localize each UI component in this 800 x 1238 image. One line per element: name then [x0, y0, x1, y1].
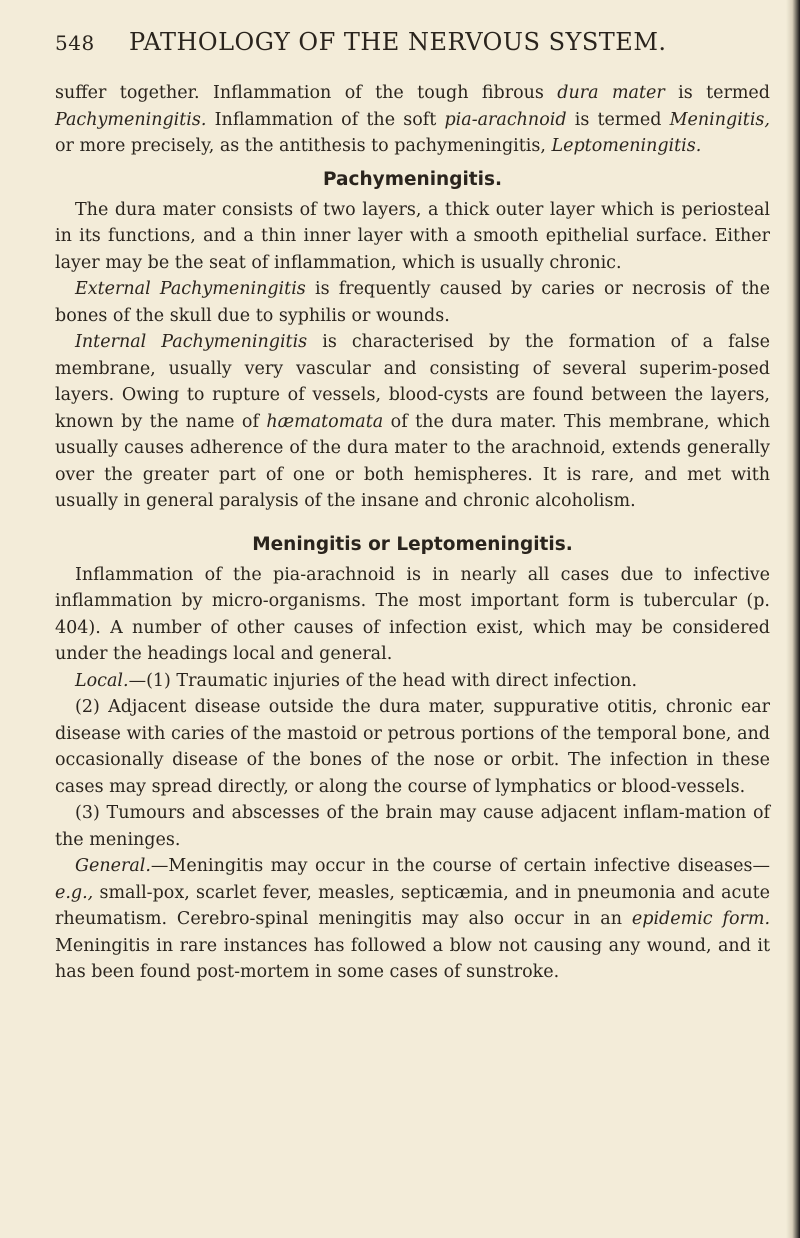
meningitis-paragraph-general: General.—Meningitis may occur in the course of certain infective diseases—e.g., small-pox, scarlet fever, measles, septicæmia, and in pneumonia and acute rheumatism. Cerebro-spinal meningitis may also occur in an epidemic form. Meningitis in rare instances has followed a blow not causing any wound, and it has been found post-mortem in some cases of sunstroke.	[55, 856, 771, 982]
running-title: PATHOLOGY OF THE NERVOUS SYSTEM.	[129, 28, 667, 56]
page-edge-shadow	[786, 0, 800, 1238]
running-header	[55, 28, 770, 56]
pachy-paragraph-internal: Internal Pachymeningitis is characterised by the formation of a false membrane, usually very vascular and consisting of several superim-posed layers. Owing to rupture of vessels, blood-cysts are found between the layers, known by the name of hæmatomata of the dura mater. This membrane, which usually causes adherence of the dura mater to the arachnoid, extends generally over the greater part of one or both hemispheres. It is rare, and met with usually in general paralysis of the insane and chronic alcoholism.	[55, 332, 770, 511]
intro-paragraph: suffer together. Inflammation of the tough fibrous dura mater is termed Pachymeningitis. Inflammation of the soft pia-arachnoid is termed Meningitis, or more precisely, as the antithesis to pachymeningitis, Leptomeningitis.	[55, 83, 770, 156]
pachy-paragraph-layers: The dura mater consists of two layers, a thick outer layer which is periosteal in its functions, and a thin inner layer with a smooth epithelial surface. Either layer may be the seat of inflammation, which is usually chronic.	[55, 199, 770, 273]
section-heading-pachymeningitis: Pachymeningitis.	[322, 168, 503, 190]
pachy-paragraph-external: External Pachymeningitis is frequently caused by caries or necrosis of the bones of the skull due to syphilis or wounds.	[55, 279, 770, 326]
meningitis-paragraph-local: Local.—(1) Traumatic injuries of the head with direct infection.	[75, 670, 638, 691]
meningitis-paragraph-intro: Inflammation of the pia-arachnoid is in nearly all cases due to infective inflammation by micro-organisms. The most important form is tubercular (p. 404). A number of other causes of infection exist, which may be considered under the headings local and general.	[55, 564, 770, 664]
section-heading-meningitis: Meningitis or Leptomeningitis.	[252, 533, 573, 555]
meningitis-paragraph-adjacent: (2) Adjacent disease outside the dura mater, suppurative otitis, chronic ear disease with caries of the mastoid or petrous portions of the temporal bone, and occasionally disease of the bones of the nose or orbit. The infection in these cases may spread directly, or along the course of lymphatics or blood-vessels.	[55, 697, 770, 797]
page-number: 548	[55, 31, 95, 55]
book-page	[55, 28, 770, 986]
meningitis-paragraph-tumours: (3) Tumours and abscesses of the brain may cause adjacent inflam-mation of the meninges.	[55, 803, 770, 850]
